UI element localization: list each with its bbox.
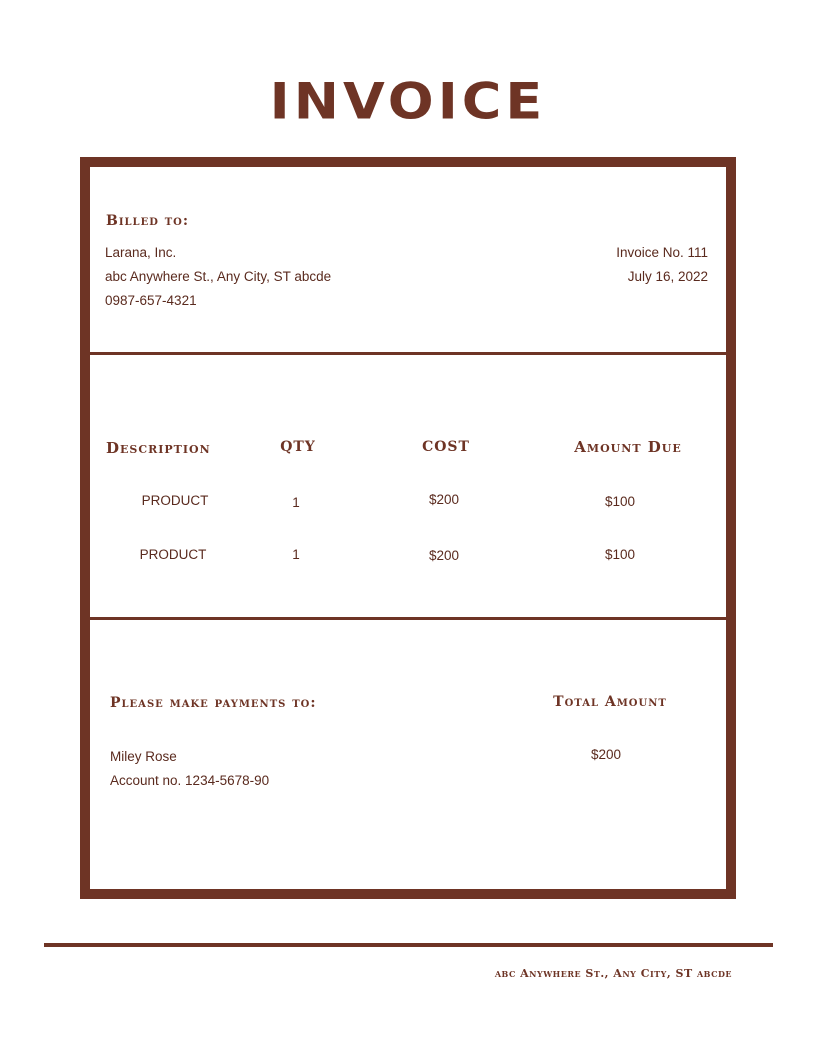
invoice-date: July 16, 2022: [627, 269, 708, 284]
row1-cost: $200: [428, 492, 460, 507]
row1-amount-due: $100: [604, 494, 636, 509]
payment-account: Account no. 1234-5678-90: [110, 773, 270, 788]
invoice-title: INVOICE: [269, 72, 547, 131]
payment-heading: Please make payments to:: [110, 695, 317, 711]
invoice-frame: [80, 157, 736, 899]
section-divider: [90, 617, 726, 620]
section-divider: [90, 352, 726, 355]
billed-company: Larana, Inc.: [105, 245, 177, 260]
payment-name: Miley Rose: [110, 749, 177, 764]
billed-phone: 0987-657-4321: [105, 293, 197, 308]
row2-description: PRODUCT: [139, 547, 207, 562]
billed-to-heading: Billed to:: [106, 213, 190, 229]
billed-address: abc Anywhere St., Any City, ST abcde: [105, 269, 332, 284]
footer-address: abc Anywhere St., Any City, ST abcde: [494, 967, 732, 980]
row1-description: PRODUCT: [141, 493, 209, 508]
row1-qty: 1: [292, 495, 300, 510]
col-header-cost: COST: [422, 439, 470, 455]
footer-divider: [44, 943, 773, 947]
row2-amount-due: $100: [604, 547, 636, 562]
col-header-qty: QTY: [280, 439, 316, 455]
row2-cost: $200: [428, 548, 460, 563]
row2-qty: 1: [292, 547, 300, 562]
total-amount-heading: Total Amount: [553, 694, 667, 710]
col-header-amount-due: Amount Due: [574, 438, 682, 456]
invoice-number: Invoice No. 111: [616, 245, 708, 260]
total-amount-value: $200: [590, 747, 622, 762]
col-header-description: Description: [106, 439, 211, 457]
